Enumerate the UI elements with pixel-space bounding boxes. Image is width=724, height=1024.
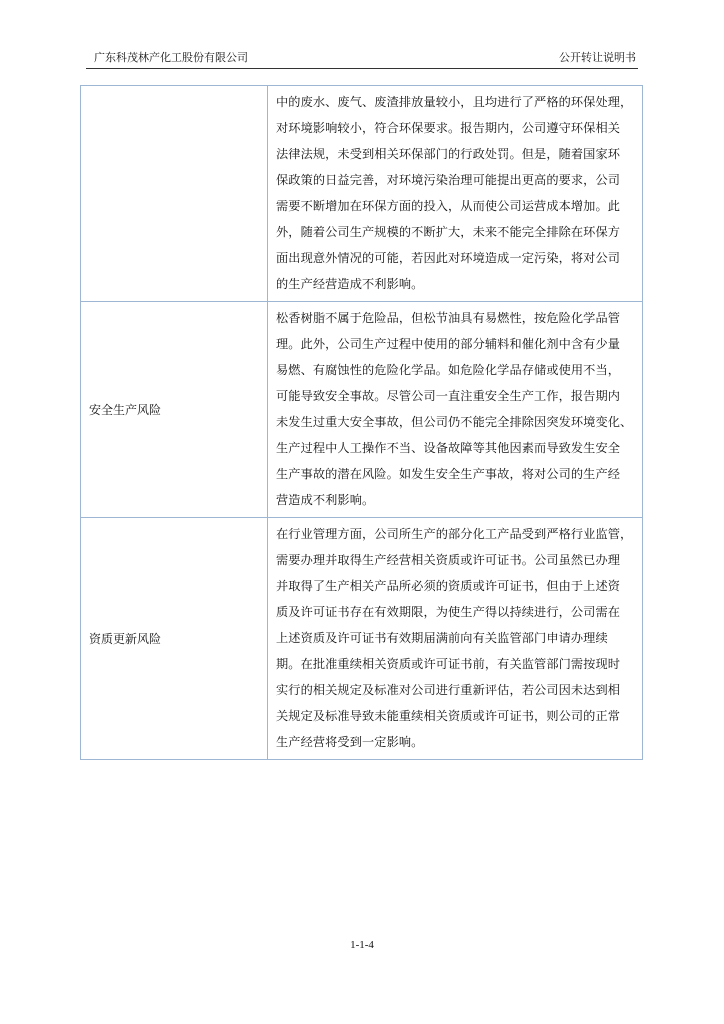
description-line: 法律法规，未受到相关环保部门的行政处罚。但是，随着国家环 [276,147,621,161]
description-line: 需要不断增加在环保方面的投入，从而使公司运营成本增加。此 [276,199,621,213]
description-line: 上述资质及许可证书有效期届满前向有关监管部门申请办理续 [276,631,608,645]
description-line: 外，随着公司生产规模的不断扩大，未来不能完全排除在环保方 [276,225,621,239]
description-line: 理。此外，公司生产过程中使用的部分辅料和催化剂中含有少量 [276,337,621,351]
description-line: 生产过程中人工操作不当、设备故障等其他因素而导致发生安全 [276,441,621,455]
company-name: 广东科茂林产化工股份有限公司 [94,51,248,64]
page-number: 1-1-4 [350,939,374,951]
description-line: 的生产经营造成不利影响。 [276,277,424,291]
table-row [81,302,643,518]
document-title: 公开转让说明书 [559,51,636,64]
description-line: 面出现意外情况的可能，若因此对环境造成一定污染，将对公司 [276,251,621,265]
description-line: 中的废水、废气、废渣排放量较小，且均进行了严格的环保处理， [276,95,633,109]
risk-name-cell: 安全生产风险 [81,302,268,518]
description-line: 保政策的日益完善，对环境污染治理可能提出更高的要求，公司 [276,173,621,187]
description-line: 对环境影响较小，符合环保要求。报告期内，公司遵守环保相关 [276,121,621,135]
description-line: 生产事故的潜在风险。如发生安全生产事故，将对公司的生产经 [276,467,621,481]
description-line: 松香树脂不属于危险品，但松节油具有易燃性，按危险化学品管 [276,311,621,325]
table-row [81,86,643,302]
description-line: 期。在批准重续相关资质或许可证书前，有关监管部门需按现时 [276,657,621,671]
risk-description-cell [268,86,643,302]
description-line: 可能导致安全事故。尽管公司一直注重安全生产工作，报告期内 [276,389,621,403]
table-row [81,518,643,760]
risk-description-cell [268,518,643,760]
description-line: 营造成不利影响。 [276,493,375,507]
page-header [86,50,638,69]
description-line: 实行的相关规定及标准对公司进行重新评估，若公司因未达到相 [276,683,621,697]
description-line: 易燃、有腐蚀性的危险化学品。如危险化学品存储或使用不当， [276,363,621,377]
description-line: 质及许可证书存在有效期限，为使生产得以持续进行，公司需在 [276,605,621,619]
description-line: 关规定及标准导致未能重续相关资质或许可证书，则公司的正常 [276,709,621,723]
description-line: 未发生过重大安全事故，但公司仍不能完全排除因突发环境变化、 [276,415,633,429]
description-line: 需要办理并取得生产经营相关资质或许可证书。公司虽然已办理 [276,553,621,567]
description-line: 生产经营将受到一定影响。 [276,735,424,749]
risk-table [80,85,643,760]
risk-description-cell [268,302,643,518]
description-line: 并取得了生产相关产品所必须的资质或许可证书，但由于上述资 [276,579,621,593]
description-line: 在行业管理方面，公司所生产的部分化工产品受到严格行业监管， [276,527,633,541]
risk-name-cell [81,86,268,302]
risk-name-cell: 资质更新风险 [81,518,268,760]
